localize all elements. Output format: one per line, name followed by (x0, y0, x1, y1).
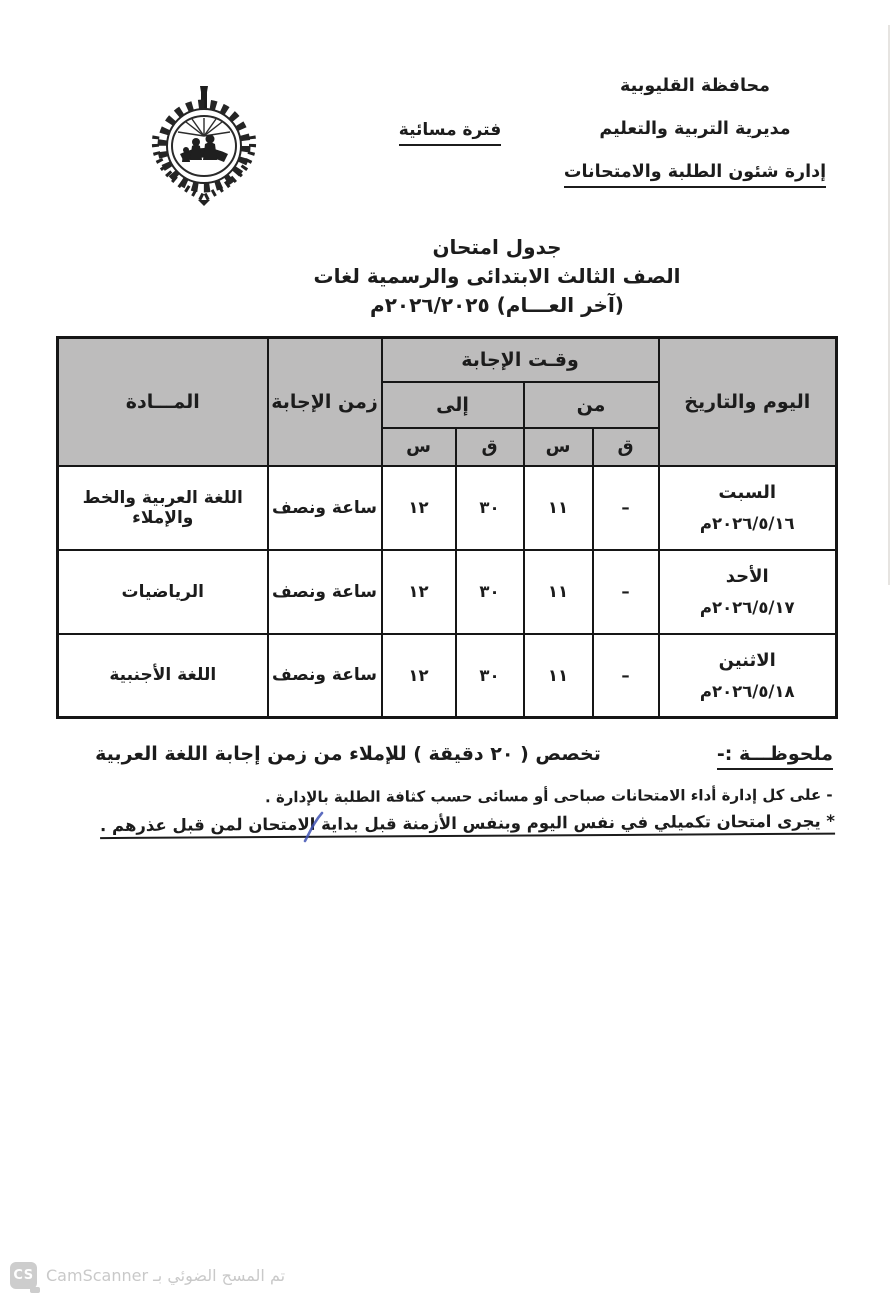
document-title (307, 233, 687, 320)
day-date: ٢٠٢٦/٥/١٨م (699, 681, 795, 701)
camscanner-text: تم المسح الضوئي بـ CamScanner (46, 1266, 286, 1285)
title-line-1: جدول امتحان (432, 235, 562, 259)
to-hours-cell: ١٢ (382, 466, 456, 550)
header-subject: المـــادة (58, 338, 268, 466)
day-date-cell (659, 550, 837, 634)
header-day-date: اليوم والتاريخ (659, 338, 837, 466)
note-main-text: تخصص ( ٢٠ دقيقة ) للإملاء من زمن إجابة اللغة العربية (95, 743, 601, 765)
period-label (398, 120, 502, 140)
title-line-3: (آخر العـــام) ٢٠٢٦/٢٠٢٥م (370, 293, 624, 317)
header-from: من (524, 382, 659, 428)
header-to-hours: س (382, 428, 456, 466)
to-hours-cell: ١٢ (382, 634, 456, 718)
note-line-2: - على كل إدارة أداء الامتحانات صباحى أو مسائى حسب كثافة الطلبة بالإدارة . (265, 785, 834, 807)
day-date: ٢٠٢٦/٥/١٧م (699, 598, 795, 617)
note-label: ملحوظـــة :- (717, 743, 833, 770)
from-minutes-cell: – (593, 466, 659, 550)
title-line-2: الصف الثالث الابتدائى والرسمية لغات (313, 264, 681, 288)
camscanner-watermark (10, 1262, 285, 1289)
governorate-line: محافظة القليوبية (620, 76, 770, 96)
subject-cell: اللغة العربية والخط والإملاء (58, 466, 268, 550)
header-from-hours: س (524, 428, 593, 466)
from-minutes-cell: – (593, 550, 659, 634)
ministry-emblem-icon (138, 84, 268, 206)
day-date: ٢٠٢٦/٥/١٦م (699, 514, 795, 533)
to-minutes-cell: ٣٠ (456, 466, 524, 550)
ministry-emblem-logo (138, 84, 268, 206)
day-date-cell (659, 466, 837, 550)
day-date-cell (659, 634, 837, 718)
note-line-3: * يجرى امتحان تكميلي في نفس اليوم وبنفس الأزمنة قبل بداية الامتحان لمن قبل عذرهم . (99, 811, 836, 836)
day-name: الاثنين (718, 649, 776, 671)
exam-schedule-table (56, 336, 838, 719)
day-name: الأحد (725, 566, 769, 587)
from-hours-cell: ١١ (524, 466, 593, 550)
to-hours-cell: ١٢ (382, 550, 456, 634)
header-answer-time: وقـت الإجابة (382, 338, 659, 382)
header-duration: زمن الإجابة (268, 338, 382, 466)
table-row (58, 550, 837, 634)
camscanner-icon: CS (10, 1262, 37, 1289)
from-hours-cell: ١١ (524, 550, 593, 634)
header-to: إلى (382, 382, 524, 428)
from-hours-cell: ١١ (524, 634, 593, 718)
duration-cell: ساعة ونصف (268, 634, 382, 718)
table-row (58, 466, 837, 550)
organization-header (563, 76, 827, 188)
to-minutes-cell: ٣٠ (456, 550, 524, 634)
header-to-minutes: ق (456, 428, 524, 466)
from-minutes-cell: – (593, 634, 659, 718)
header-from-minutes: ق (593, 428, 659, 466)
scan-edge-artifact (888, 25, 890, 585)
department-line: إدارة شئون الطلبة والامتحانات (564, 162, 826, 188)
day-name: السبت (718, 482, 777, 503)
period-label-text: فترة مسائية (399, 120, 501, 146)
duration-cell: ساعة ونصف (268, 550, 382, 634)
subject-cell: الرياضيات (58, 550, 268, 634)
note-line-1 (55, 743, 833, 770)
duration-cell: ساعة ونصف (268, 466, 382, 550)
table-row (58, 634, 837, 718)
to-minutes-cell: ٣٠ (456, 634, 524, 718)
directorate-line: مديرية التربية والتعليم (599, 119, 791, 139)
subject-cell: اللغة الأجنبية (58, 634, 268, 718)
